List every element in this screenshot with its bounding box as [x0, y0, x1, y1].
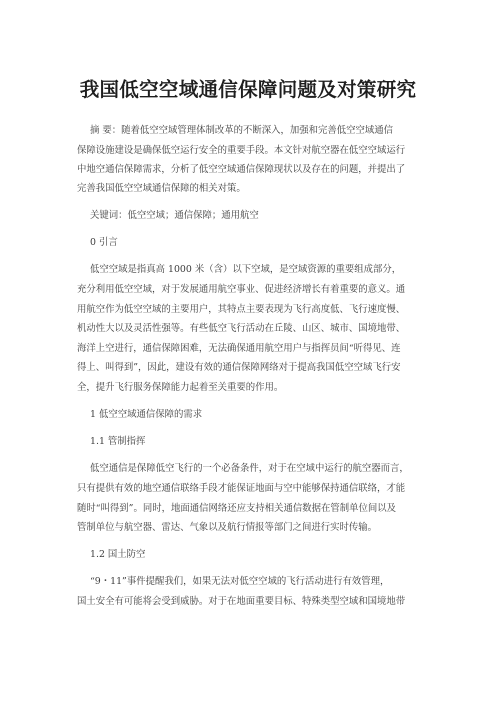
- body-line: 随时“叫得到”。同时，地面通信网络还应支持相关通信数据在管制单位间以及: [77, 503, 396, 514]
- keywords: 关键词：低空空域；通信保障；通用航空: [90, 210, 259, 221]
- abstract-line: 保障设施建设是确保低空运行安全的重要手段。本文针对航空器在低空空域运行: [77, 145, 406, 156]
- abstract-line: 完善我国低空空域通信保障的相关对策。: [77, 183, 246, 194]
- document-title: 我国低空空域通信保障问题及对策研究: [79, 78, 417, 101]
- body-line: 国土安全有可能将会受到威胁。对于在地面重要目标、特殊类型空域和国境地带: [77, 596, 406, 607]
- body-line: 用航空作为低空空域的主要用户，其特点主要表现为飞行高度低、飞行速度慢、: [77, 304, 406, 315]
- section-heading-1: 1 低空空域通信保障的需求: [90, 409, 203, 420]
- body-line: 低空空域是指真高 1000 米（含）以下空域，是空域资源的重要组成部分，: [90, 264, 402, 275]
- body-line: 只有提供有效的地空通信联络手段才能保证地面与空中能够保持通信联络，才能: [77, 483, 406, 494]
- abstract-line: 中地空通信保障需求，分析了低空空域通信保障现状以及存在的问题，并提出了: [77, 164, 406, 175]
- body-line: 全，提升飞行服务保障能力起着至关重要的作用。: [77, 382, 284, 393]
- abstract-line: 摘 要：随着低空空域管理体制改革的不断深入，加强和完善低空空域通信: [90, 125, 393, 136]
- body-line: 得上、叫得到”，因此，建设有效的通信保障网络对于提高我国低空空域飞行安: [77, 362, 401, 373]
- body-line: 海洋上空进行，通信保障困难，无法确保通用航空用户与指挥员间“听得见、连: [77, 343, 401, 354]
- subsection-heading-1-1: 1.1 管制指挥: [90, 436, 146, 447]
- subsection-heading-1-2: 1.2 国土防空: [90, 549, 146, 560]
- body-line: 充分利用低空空域，对于发展通用航空事业、促进经济增长有着重要的意义。通: [77, 284, 406, 295]
- body-line: “9・11”事件提醒我们，如果无法对低空空域的飞行活动进行有效管理，: [90, 576, 390, 587]
- section-heading-intro: 0 引言: [90, 237, 118, 248]
- body-line: 机动性大以及灵活性强等。有些低空飞行活动在丘陵、山区、城市、国境地带、: [77, 323, 406, 334]
- body-line: 管制单位与航空器、雷达、气象以及航行情报等部门之间进行实时传输。: [77, 522, 378, 533]
- body-line: 低空通信是保障低空飞行的一个必备条件，对于在空域中运行的航空器而言，: [90, 463, 409, 474]
